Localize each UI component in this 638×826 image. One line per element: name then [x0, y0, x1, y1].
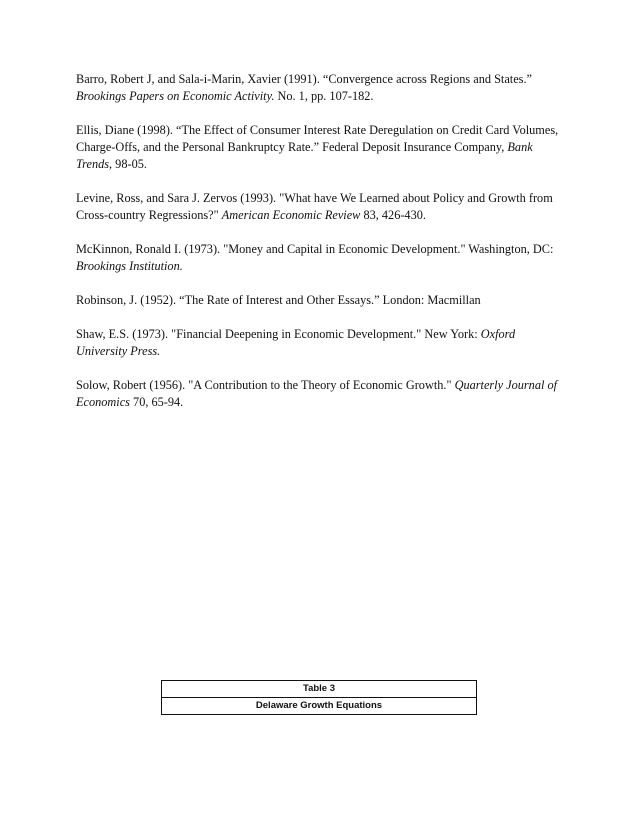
reference-text: Levine, Ross, and Sara J. Zervos (1993). "What have We Learned about Policy and Growth from Cross-country Regressions?"	[76, 191, 553, 222]
reference-details: No. 1, pp. 107-182.	[274, 89, 374, 103]
reference-source: Oxford University Press.	[76, 327, 516, 358]
reference-text: Solow, Robert (1956). "A Contribution to the Theory of Economic Growth."	[76, 378, 455, 392]
reference-source: Quarterly Journal of Economics	[76, 378, 558, 409]
reference-text: Shaw, E.S. (1973). "Financial Deepening in Economic Development." New York:	[76, 327, 481, 341]
reference-text: Robinson, J. (1952). “The Rate of Interest and Other Essays.” London: Macmillan	[76, 293, 481, 307]
reference-text: Barro, Robert J, and Sala-i-Marin, Xavier (1991). “Convergence across Regions and States.”	[76, 72, 532, 86]
reference-source: American Economic Review	[221, 208, 361, 222]
reference-entry	[76, 122, 566, 173]
reference-entry	[76, 241, 566, 275]
reference-details: , 98-05.	[109, 157, 147, 171]
reference-source: Bank Trends	[76, 140, 533, 171]
reference-entry	[76, 71, 566, 105]
reference-entry	[76, 190, 566, 224]
reference-details: 70, 65-94.	[129, 395, 184, 409]
reference-entry	[76, 292, 566, 309]
reference-entry	[76, 377, 566, 411]
reference-text: McKinnon, Ronald I. (1973). "Money and Capital in Economic Development." Washington, DC:	[76, 242, 554, 256]
reference-entry	[76, 326, 566, 360]
reference-text: Ellis, Diane (1998). “The Effect of Consumer Interest Rate Deregulation on Credit Card Volumes, Charge-Offs, and the Personal Bankruptcy Rate.” Federal Deposit Insurance Company,	[76, 123, 559, 154]
reference-source: Brookings Papers on Economic Activity.	[76, 89, 275, 103]
reference-details: 83, 426-430.	[360, 208, 426, 222]
table-label: Table 3	[302, 683, 336, 694]
table-header-box	[161, 680, 477, 715]
reference-source: Brookings Institution.	[76, 259, 183, 273]
reference-list	[76, 71, 566, 428]
table-title: Delaware Growth Equations	[162, 697, 476, 714]
